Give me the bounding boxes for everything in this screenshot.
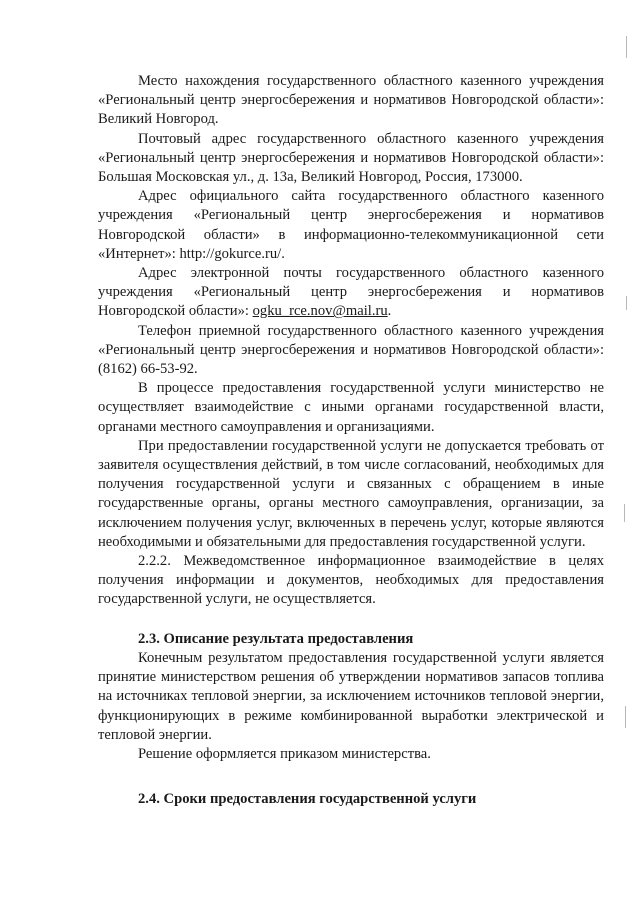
prohibition-paragraph: При предоставлении государственной услуги не допускается требовать от заявителя осуществления действий, в том числе согласований, необходимых для получения государственной услуги и связанных с обращением в иные государственные органы, органы местного самоуправления, организации, за исключением получения услуг, включенных в перечень услуг, которые являются необходимыми и обязательными для предоставления государственной услуги. [98,437,604,550]
scan-edge-mark [624,504,625,522]
email-link[interactable]: ogku_rce.nov@mail.ru [252,303,388,320]
section-2-3-heading: 2.3. Описание результата предоставления [138,630,414,647]
website-paragraph: Адрес официального сайта государственного областного казенного учреждения «Региональный центр энергосбережения и нормативов Новгородской области» в информационно-телекоммуникационной сети «Интернет»: http://gokurce.ru/. [98,188,604,262]
result-paragraph: Конечным результатом предоставления государственной услуги является принятие министерством решения об утверждении нормативов запасов топлива на источниках тепловой энергии, за исключением источников тепловой энергии, функционирующих в режиме комбинированной выработки электрической и тепловой энергии. [98,649,604,743]
section-gap [98,610,604,630]
interaction-paragraph: В процессе предоставления государственной услуги министерство не осуществляет взаимодействие с иными органами государственной власти, органами местного самоуправления и организациями. [98,380,604,435]
email-label: Адрес электронной почты государственного областного казенного учреждения «Региональный центр энергосбережения и нормативов Новгородской области»: [98,265,604,320]
section-2-4-heading: 2.4. Сроки предоставления государственной услуги [138,791,477,808]
phone-paragraph: Телефон приемной государственного областного казенного учреждения «Региональный центр энергосбережения и нормативов Новгородской области»: (8162) 66-53-92. [98,322,604,378]
scan-edge-mark [626,296,627,310]
scan-edge-mark [625,706,626,728]
scan-edge-mark [626,36,627,58]
section-gap [98,764,604,790]
location-paragraph: Место нахождения государственного областного казенного учреждения «Региональный центр энергосбережения и нормативов Новгородской области»: Великий Новгород. [98,73,604,128]
email-paragraph [98,264,604,322]
postal-address-paragraph: Почтовый адрес государственного областного казенного учреждения «Региональный центр энергосбережения и нормативов Новгородской области»: Большая Московская ул., д. 13а, Великий Новгород, Россия, 173000. [98,130,604,186]
document-page [98,72,604,809]
decision-paragraph: Решение оформляется приказом министерства. [138,745,431,762]
email-end: . [387,303,392,320]
interagency-paragraph: 2.2.2. Межведомственное информационное взаимодействие в целях получения информации и документов, необходимых для предоставления государственной услуги, не осуществляется. [98,553,604,608]
